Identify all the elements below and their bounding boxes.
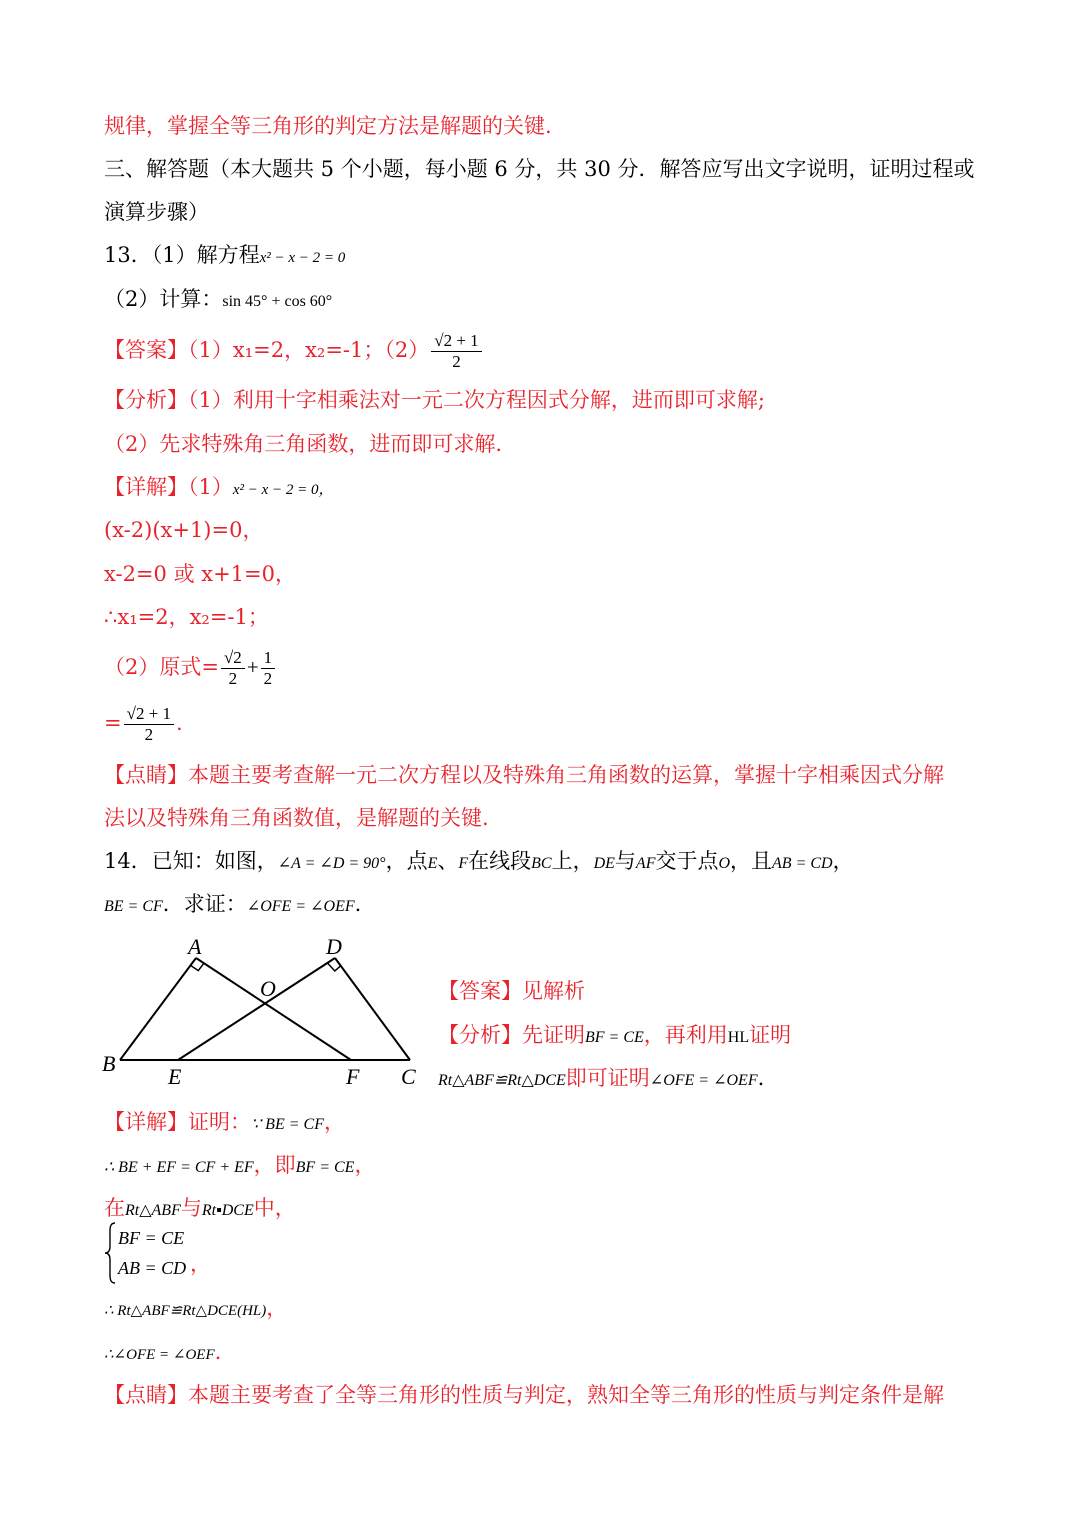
step4-frac2	[261, 648, 276, 689]
point-tag: 【点睛】	[104, 763, 188, 787]
q14-var: E	[427, 855, 438, 872]
text-line: 规律，掌握全等三角形的判定方法是解题的关键.	[104, 114, 552, 138]
q14-text: 、	[437, 849, 459, 873]
point-body: 本题主要考查解一元二次方程以及特殊角三角函数的运算，掌握十字相乘因式分解	[188, 763, 944, 787]
detail-14-step3	[104, 1294, 287, 1325]
answer-tag: 【答案】	[438, 979, 522, 1003]
analysis-hl: HL	[727, 1029, 750, 1046]
detail-text: .	[214, 1340, 222, 1364]
detail-text: 与	[180, 1196, 202, 1220]
detail-text: ，	[323, 1110, 345, 1134]
detail-eq: BF = CE	[295, 1159, 355, 1176]
detail-text: 在	[104, 1196, 125, 1220]
detail-eq: ∴ Rt△ABF≌Rt△DCE(HL)	[104, 1303, 267, 1319]
answer-13	[104, 328, 484, 372]
q14-text: ，	[832, 849, 854, 873]
q14-statement	[104, 847, 854, 878]
segment-ba	[120, 958, 196, 1060]
analysis-text: 证明	[749, 1023, 792, 1047]
step-2: x-2=0 或 x+1=0，	[104, 562, 296, 586]
step5-prefix: =	[104, 711, 122, 735]
q14-text: 与	[614, 849, 636, 873]
system-eq-2: AB = CD	[118, 1258, 187, 1278]
section-heading: 三、解答题（本大题共 5 个小题，每小题 6 分，共 30 分．解答应写出文字说明，证明过程或	[104, 157, 975, 181]
frac-num: √2 + 1	[124, 704, 174, 725]
point-body: 本题主要考查了全等三角形的性质与判定，熟知全等三角形的性质与判定条件是解	[188, 1383, 944, 1407]
detail-14-step4	[104, 1338, 221, 1369]
geometry-figure	[98, 930, 428, 1090]
q14-var: DE	[593, 855, 615, 872]
step-4	[104, 644, 277, 690]
label-a: A	[188, 934, 202, 959]
answer-body: 见解析	[522, 979, 585, 1003]
detail-text: ，即	[253, 1153, 296, 1177]
answer-fraction	[431, 331, 481, 372]
frac-den: 2	[452, 352, 461, 371]
detail-text: 中，	[253, 1196, 296, 1220]
q14-goal: ∠OFE = ∠OEF	[246, 898, 355, 915]
analysis-13	[104, 386, 765, 414]
segment-dc	[335, 958, 410, 1060]
analysis-14	[438, 1021, 791, 1052]
section-heading-cont: 演算步骤）	[104, 200, 209, 224]
system-eq-1: BF = CE	[118, 1228, 185, 1248]
detail-eq: ∴∠OFE = ∠OEF	[104, 1347, 215, 1363]
frac-den: 2	[263, 669, 273, 688]
label-b: B	[102, 1051, 116, 1076]
frac-den: 2	[228, 669, 238, 688]
q14-statement-cont	[104, 890, 361, 921]
step4-frac1	[221, 648, 245, 689]
detail-text: ，	[354, 1153, 376, 1177]
q14-text: 在线段	[468, 849, 532, 873]
q14-text: 14．已知：如图，	[104, 849, 278, 873]
detail-equation: x² − x − 2 = 0，	[232, 482, 334, 498]
detail-text: 证明：	[188, 1110, 251, 1134]
step-3: ∴x₁=2，x₂=-1；	[104, 605, 269, 629]
detail-14	[104, 1108, 345, 1139]
detail-14-step1	[104, 1151, 375, 1182]
detail-tag: 【详解】	[104, 1110, 188, 1134]
detail-body: （1）	[188, 475, 233, 499]
frac-num: 1	[261, 648, 276, 669]
detail-eq: ∵ BE = CF	[251, 1116, 324, 1133]
q14-cond: AB = CD	[772, 855, 833, 872]
analysis-tag: 【分析】	[104, 388, 188, 412]
segment-af	[196, 958, 351, 1060]
step4-prefix: （2）原式=	[104, 655, 219, 679]
detail-text: ，	[266, 1296, 288, 1320]
system-tail: ，	[190, 1252, 211, 1276]
frac-num: √2 + 1	[431, 331, 481, 352]
step5-frac	[124, 704, 174, 745]
label-d: D	[326, 934, 342, 959]
q14-cond: BE = CF	[104, 898, 163, 915]
detail-14-step2	[104, 1194, 296, 1225]
q13-equation: x² − x − 2 = 0	[259, 250, 346, 266]
detail-eq: ∴ BE + EF = CF + EF	[104, 1159, 254, 1176]
plus-sign: +	[246, 655, 259, 679]
q14-text: ．求证：	[162, 892, 247, 916]
step-5	[104, 700, 183, 746]
analysis-body: （1）利用十字相乘法对一元二次方程因式分解，进而即可求解;	[188, 388, 765, 412]
frac-den: 2	[144, 725, 154, 744]
answer-body: （1）x₁=2，x₂=-1；（2）	[188, 338, 430, 362]
q14-text: ，点	[385, 849, 428, 873]
analysis-congruence: Rt△ABF≌Rt△DCE	[438, 1072, 566, 1089]
label-e: E	[168, 1064, 182, 1089]
analysis-eq: BF = CE	[585, 1029, 644, 1046]
analysis-text: .	[757, 1066, 765, 1090]
detail-triangle: Rt△ABF	[125, 1202, 181, 1219]
analysis-text: 先证明	[522, 1023, 585, 1047]
point-13-cont: 法以及特殊角三角函数值，是解题的关键.	[104, 806, 489, 830]
analysis-text: ，再利用	[643, 1023, 728, 1047]
detail-tag: 【详解】	[104, 475, 188, 499]
q13-label: 13．（1）解方程	[104, 243, 260, 267]
q13-part1	[104, 241, 345, 272]
detail-13	[104, 473, 334, 504]
q13-calc-expr: sin 45° + cos 60°	[222, 293, 333, 310]
analysis-14-cont	[438, 1064, 764, 1095]
analysis-13-cont: （2）先求特殊角三角函数，进而即可求解.	[104, 432, 503, 456]
q14-angle-cond: ∠A = ∠D = 90°	[277, 855, 386, 872]
label-c: C	[401, 1064, 416, 1089]
q14-var: AF	[635, 855, 656, 872]
q14-text: ，且	[730, 849, 773, 873]
label-o: O	[260, 976, 276, 1001]
q14-text: .	[354, 892, 362, 916]
step5-suffix: .	[176, 711, 183, 735]
analysis-text: 即可证明	[565, 1066, 650, 1090]
q13-calc-label: （2）计算：	[104, 287, 223, 311]
label-f: F	[346, 1064, 360, 1089]
analysis-goal: ∠OFE = ∠OEF	[649, 1072, 758, 1089]
q14-var: F	[458, 855, 469, 872]
segment-ed	[178, 958, 335, 1060]
q13-part2	[104, 285, 332, 316]
system-brace	[104, 1222, 116, 1284]
answer-14	[438, 977, 585, 1005]
point-tag: 【点睛】	[104, 1383, 188, 1407]
point-13	[104, 761, 944, 789]
q14-text: 交于点	[655, 849, 719, 873]
answer-tag: 【答案】	[104, 338, 188, 362]
step-1: (x-2)(x+1)=0，	[104, 518, 264, 542]
q14-var: O	[718, 855, 731, 872]
frac-num: √2	[221, 648, 245, 669]
point-14	[104, 1381, 944, 1409]
q14-text: 上，	[551, 849, 594, 873]
analysis-tag: 【分析】	[438, 1023, 522, 1047]
q14-var: BC	[531, 855, 552, 872]
detail-triangle: Rt▪DCE	[201, 1202, 254, 1219]
